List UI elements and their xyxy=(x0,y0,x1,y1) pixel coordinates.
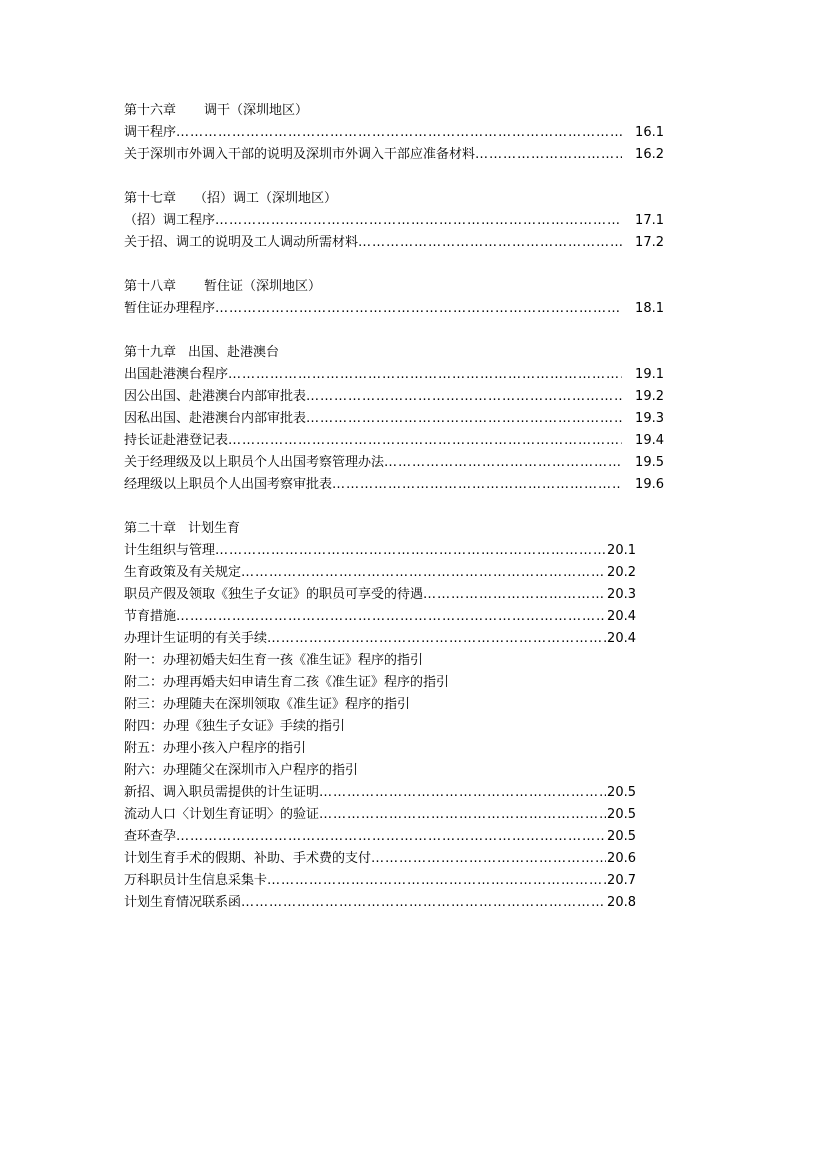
toc-entry xyxy=(124,364,664,386)
dot-leader xyxy=(176,826,606,848)
entry-page: 20.5 xyxy=(607,807,636,822)
entry-page: 17.2 xyxy=(635,235,664,250)
entry-label: 关于深圳市外调入干部的说明及深圳市外调入干部应准备材料 xyxy=(124,147,476,162)
toc-entry xyxy=(124,628,636,650)
entry-page: 20.8 xyxy=(607,895,636,910)
entry-label: 新招、调入职员需提供的计生证明 xyxy=(124,785,320,800)
toc-entry xyxy=(124,584,636,606)
toc-entry xyxy=(124,210,664,232)
dot-leader xyxy=(306,408,622,430)
chapter-number: 第十六章 xyxy=(124,103,177,118)
entry-label: 因公出国、赴港澳台内部审批表 xyxy=(124,389,307,404)
entry-label: 关于招、调工的说明及工人调动所需材料 xyxy=(124,235,359,250)
entry-label: 出国赴港澳台程序 xyxy=(124,367,229,382)
chapter-19-heading xyxy=(124,342,664,364)
appendix-entry: 附三：办理随夫在深圳领取《准生证》程序的指引 xyxy=(124,697,411,712)
dot-leader xyxy=(475,144,622,166)
toc-entry xyxy=(124,892,636,914)
dot-leader xyxy=(423,584,606,606)
chapter-title: （招）调工（深圳地区） xyxy=(194,191,338,206)
dot-leader xyxy=(358,232,622,254)
toc-entry xyxy=(124,298,664,320)
appendix-entry: 附一：办理初婚夫妇生育一孩《准生证》程序的指引 xyxy=(124,653,424,668)
entry-page: 17.1 xyxy=(635,213,664,228)
chapter-title: 计划生育 xyxy=(188,521,241,536)
toc-entry xyxy=(124,782,636,804)
dot-leader xyxy=(267,870,606,892)
entry-page: 20.4 xyxy=(607,609,636,624)
toc-entry xyxy=(124,232,664,254)
entry-page: 19.2 xyxy=(635,389,664,404)
toc-entry xyxy=(124,826,636,848)
entry-page: 20.7 xyxy=(607,873,636,888)
entry-label: 节育措施 xyxy=(124,609,177,624)
chapter-16-heading xyxy=(124,100,664,122)
entry-label: 查环查孕 xyxy=(124,829,177,844)
dot-leader xyxy=(176,606,606,628)
toc-entry xyxy=(124,540,636,562)
toc-entry xyxy=(124,430,664,452)
entry-page: 16.1 xyxy=(635,125,664,140)
entry-label: 生育政策及有关规定 xyxy=(124,565,242,580)
chapter-title: 调干（深圳地区） xyxy=(204,103,309,118)
entry-label: 计划生育手术的假期、补助、手术费的支付 xyxy=(124,851,372,866)
entry-page: 19.3 xyxy=(635,411,664,426)
entry-label: （招）调工程序 xyxy=(124,213,216,228)
entry-page: 19.5 xyxy=(635,455,664,470)
entry-page: 20.3 xyxy=(607,587,636,602)
entry-page: 20.2 xyxy=(607,565,636,580)
entry-label: 持长证赴港登记表 xyxy=(124,433,229,448)
chapter-20-heading xyxy=(124,518,664,540)
toc-entry xyxy=(124,474,664,496)
entry-page: 20.6 xyxy=(607,851,636,866)
entry-label: 经理级以上职员个人出国考察审批表 xyxy=(124,477,333,492)
entry-page: 19.1 xyxy=(635,367,664,382)
dot-leader xyxy=(215,298,622,320)
entry-page: 20.5 xyxy=(607,785,636,800)
chapter-number: 第十八章 xyxy=(124,279,177,294)
dot-leader xyxy=(332,474,622,496)
dot-leader xyxy=(319,804,606,826)
entry-label: 调干程序 xyxy=(124,125,177,140)
entry-page: 20.5 xyxy=(607,829,636,844)
toc-entry xyxy=(124,144,664,166)
appendix-entry: 附六：办理随父在深圳市入户程序的指引 xyxy=(124,763,359,778)
dot-leader xyxy=(384,452,622,474)
chapter-number: 第二十章 xyxy=(124,521,177,536)
chapter-number: 第十九章 xyxy=(124,345,177,360)
entry-page: 20.1 xyxy=(607,543,636,558)
entry-page: 16.2 xyxy=(635,147,664,162)
appendix-entry: 附五：办理小孩入户程序的指引 xyxy=(124,741,307,756)
entry-label: 流动人口〈计划生育证明〉的验证 xyxy=(124,807,320,822)
entry-page: 18.1 xyxy=(635,301,664,316)
chapter-18-heading xyxy=(124,276,664,298)
dot-leader xyxy=(306,386,622,408)
toc-entry xyxy=(124,606,636,628)
entry-label: 暂住证办理程序 xyxy=(124,301,216,316)
entry-page: 20.4 xyxy=(607,631,636,646)
entry-label: 职员产假及领取《独生子女证》的职员可享受的待遇 xyxy=(124,587,424,602)
entry-page: 19.4 xyxy=(635,433,664,448)
dot-leader xyxy=(215,540,606,562)
toc-entry xyxy=(124,452,664,474)
toc-entry xyxy=(124,848,636,870)
entry-label: 计划生育情况联系函 xyxy=(124,895,242,910)
dot-leader xyxy=(371,848,606,870)
dot-leader xyxy=(267,628,606,650)
chapter-number: 第十七章 xyxy=(124,191,177,206)
dot-leader xyxy=(241,562,606,584)
appendix-entry: 附四：办理《独生子女证》手续的指引 xyxy=(124,719,346,734)
entry-label: 万科职员计生信息采集卡 xyxy=(124,873,268,888)
entry-page: 19.6 xyxy=(635,477,664,492)
toc-entry xyxy=(124,122,664,144)
dot-leader xyxy=(228,364,622,386)
toc-entry xyxy=(124,804,636,826)
table-of-contents xyxy=(124,100,664,914)
entry-label: 因私出国、赴港澳台内部审批表 xyxy=(124,411,307,426)
dot-leader xyxy=(176,122,622,144)
chapter-title: 出国、赴港澳台 xyxy=(188,345,280,360)
dot-leader xyxy=(241,892,606,914)
appendix-entry: 附二：办理再婚夫妇申请生育二孩《准生证》程序的指引 xyxy=(124,675,450,690)
entry-label: 办理计生证明的有关手续 xyxy=(124,631,268,646)
toc-entry xyxy=(124,408,664,430)
entry-label: 计生组织与管理 xyxy=(124,543,216,558)
chapter-17-heading xyxy=(124,188,664,210)
dot-leader xyxy=(319,782,606,804)
chapter-title: 暂住证（深圳地区） xyxy=(204,279,322,294)
entry-label: 关于经理级及以上职员个人出国考察管理办法 xyxy=(124,455,385,470)
toc-entry xyxy=(124,562,636,584)
dot-leader xyxy=(215,210,622,232)
dot-leader xyxy=(228,430,622,452)
toc-entry xyxy=(124,386,664,408)
toc-entry xyxy=(124,870,636,892)
